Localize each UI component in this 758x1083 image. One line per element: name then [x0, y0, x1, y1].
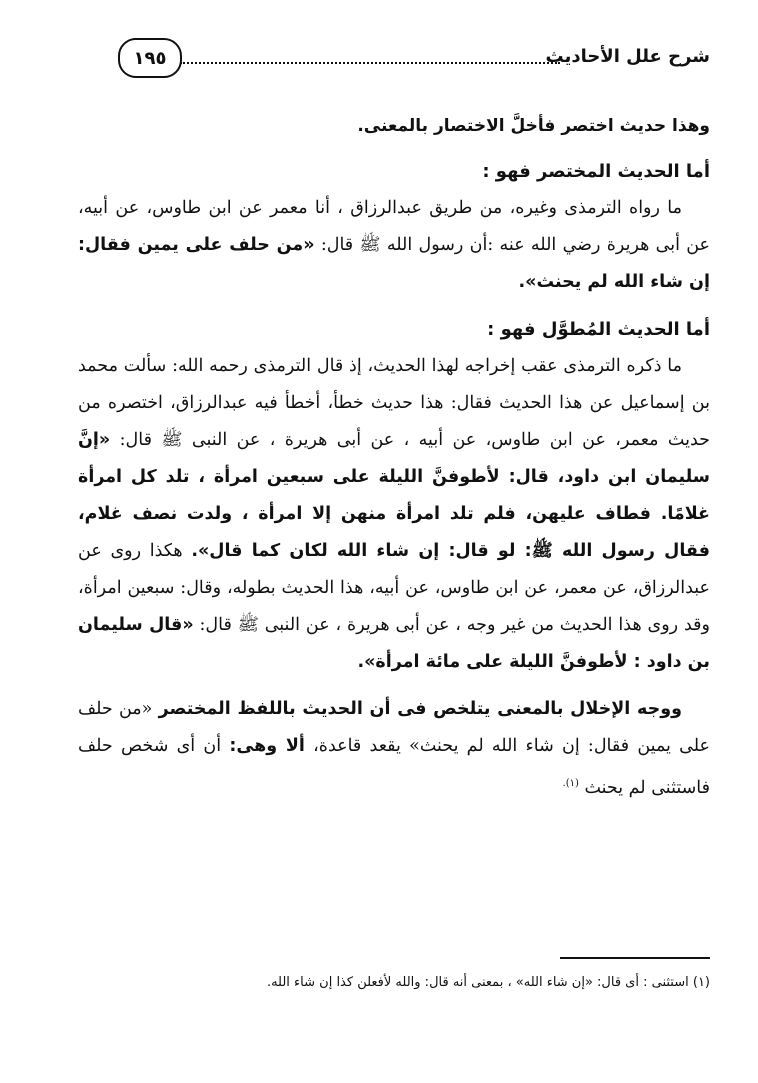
footnote-reference: (١). — [562, 778, 579, 789]
page-body — [78, 108, 710, 807]
p2-text-2: هكذا روى عن عبدالرزاق، عن معمر، عن ابن طاوس، عن أبيه، هذا الحديث بطوله، وقال: سبعين امرأة، وقد روى هذا الحديث من غير وجه ، عن أبى هريرة ، عن النبى ﷺ قال: — [78, 541, 710, 635]
header-dotted-rule — [180, 62, 560, 64]
heading-long-hadith: أما الحديث المُطوَّل فهو : — [487, 319, 710, 340]
paragraph-conclusion — [78, 691, 710, 807]
page-number-badge — [118, 38, 182, 78]
p3-lead: ووجه الإخلال بالمعنى يتلخص فى أن الحديث باللفظ المختصر — [158, 699, 682, 719]
p2-quote: «إنَّ سليمان ابن داود، قال: لأطوفنَّ الليلة على سبعين امرأة ، تلد كل امرأة غلامًا. فطاف عليهن، فلم تلد امرأة منهن إلا امرأة ، ولدت نصف غلام، فقال رسول الله ﷺ: لو قال: إن شاء الله لكان كما قال». — [78, 430, 710, 561]
footnote-rule — [560, 957, 710, 959]
paragraph-short-hadith — [78, 190, 710, 301]
p2-quote-2: «قال سليمان بن داود : لأطوفنَّ الليلة على مائة امرأة». — [78, 615, 710, 672]
p3-text: «من حلف على يمين فقال: إن شاء الله لم يحنث» يقعد قاعدة، — [78, 699, 710, 756]
page-header — [118, 38, 710, 78]
p1-quote: «من حلف على يمين فقال: إن شاء الله لم يحنث». — [78, 235, 710, 292]
page-number: ١٩٥ — [133, 47, 167, 69]
lead-sentence: وهذا حديث اختصر فأخلَّ الاختصار بالمعنى. — [357, 116, 710, 136]
p2-text: ما ذكره الترمذى عقب إخراجه لهذا الحديث، إذ قال الترمذى رحمه الله: سألت محمد بن إسماعيل عن هذا الحديث فقال: هذا حديث خطأ، أخطأ فيه عبدالرزاق، اختصره من حديث معمر، عن ابن طاوس، عن أبيه ، عن أبى هريرة ، عن النبى ﷺ قال: — [78, 356, 710, 450]
p1-text: ما رواه الترمذى وغيره، من طريق عبدالرزاق ، أنا معمر عن ابن طاوس، عن أبيه، عن أبى هريرة رضي الله عنه :أن رسول الله ﷺ قال: — [78, 198, 710, 255]
p3-text-2: أن أى شخص حلف فاستثنى لم يحنث — [78, 736, 710, 798]
paragraph-long-hadith — [78, 348, 710, 681]
footnote: (١) استثنى : أى قال: «إن شاء الله» ، بمعنى أنه قال: والله لأفعلن كذا إن شاء الله. — [266, 975, 710, 990]
p3-emphasis: ألا وهى: — [229, 736, 305, 756]
heading-short-hadith: أما الحديث المختصر فهو : — [482, 161, 710, 182]
running-title: شرح علل الأحاديث — [545, 46, 710, 67]
